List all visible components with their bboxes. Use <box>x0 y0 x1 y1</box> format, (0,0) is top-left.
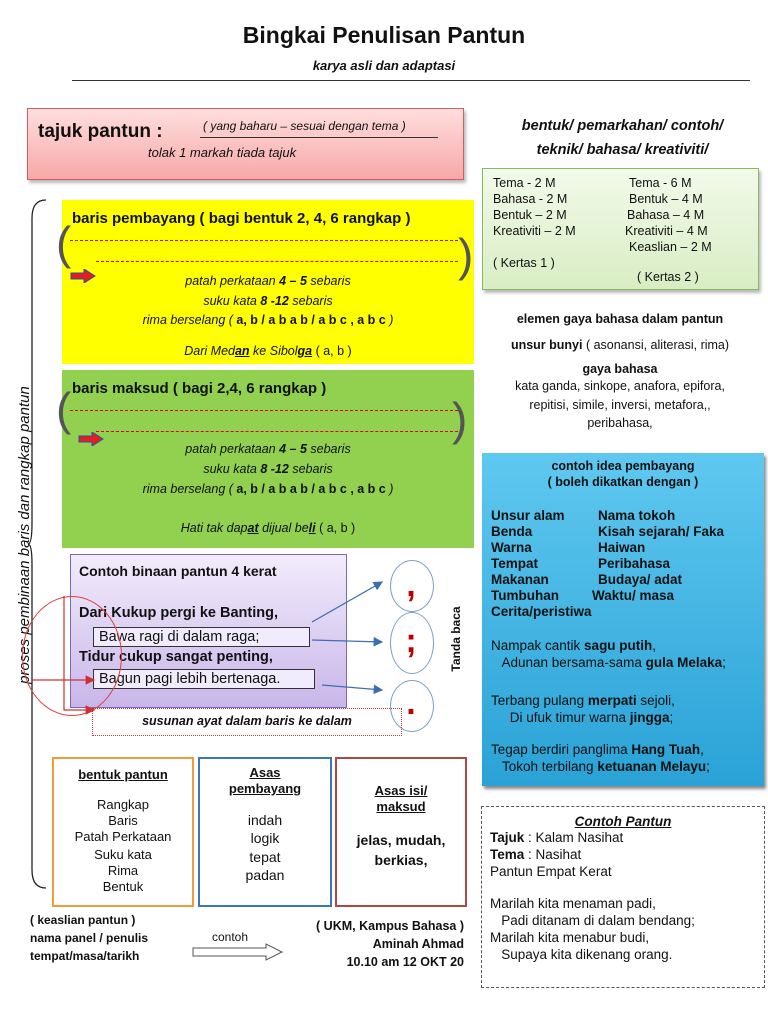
idea-left-item: Tumbuhan <box>491 588 559 603</box>
dashed-line <box>96 261 458 262</box>
bentuk-pantun-box <box>52 757 194 907</box>
bentuk-item: Rima <box>107 863 139 878</box>
dashed-line <box>96 431 458 432</box>
kertas1-label: ( Kertas 1 ) <box>493 256 555 270</box>
pantun-line-3: Tidur cukup sangat penting, <box>79 649 273 665</box>
kertas2-item: Tema - 6 M <box>629 176 692 190</box>
contoh-pantun-title: Contoh Pantun <box>574 814 672 829</box>
idea-right-item: Haiwan <box>598 540 646 555</box>
comma-icon: , <box>406 566 416 604</box>
maksud-example: Hati tak dapat dijual beli ( a, b ) <box>180 521 356 535</box>
asas-item: indah <box>247 812 283 828</box>
asas-pembayang-box <box>198 757 332 907</box>
bentuk-item: Bentuk <box>102 879 144 894</box>
gaya-line: kata ganda, sinkope, anafora, epifora, <box>515 379 725 393</box>
idea-left-item: Cerita/peristiwa <box>491 604 592 619</box>
annotation-arrows <box>30 560 390 730</box>
ukm-label: ( UKM, Kampus Bahasa ) <box>316 919 464 933</box>
kertas1-item: Tema - 2 M <box>493 176 556 190</box>
contoh-arrow-icon <box>192 943 284 961</box>
keaslian-label: ( keaslian pantun ) <box>30 913 136 927</box>
maksud-patah: patah perkataan 4 – 5 sebaris <box>185 442 351 456</box>
bentuk-item: Rangkap <box>96 797 150 812</box>
gaya-line: peribahasa, <box>587 416 653 430</box>
idea-example-line: Terbang pulang merpati sejoli, <box>491 693 675 708</box>
asas-isi-item: jelas, mudah, <box>356 832 446 848</box>
kertas1-item: Bahasa - 2 M <box>493 192 568 206</box>
maksud-suku: suku kata 8 -12 sebaris <box>203 462 333 476</box>
tajuk-note: tolak 1 markah tiada tajuk <box>148 145 297 160</box>
author-label: Aminah Ahmad <box>372 937 464 951</box>
contoh-line: Padi ditanam di dalam bendang; <box>490 913 695 928</box>
panel-label: nama panel / penulis <box>30 931 149 945</box>
tajuk-label: tajuk pantun : <box>38 121 163 142</box>
tajuk-paren: ( yang baharu – sesuai dengan tema ) <box>203 119 406 133</box>
tanda-baca-label: Tanda baca <box>449 606 463 672</box>
idea-title-1: contoh idea pembayang <box>551 459 695 473</box>
contoh-pantun-box <box>481 806 765 988</box>
pembayang-patah: patah perkataan 4 – 5 sebaris <box>185 274 351 288</box>
idea-pembayang-box <box>482 453 764 786</box>
idea-right-item: Budaya/ adat <box>598 572 683 587</box>
open-paren-icon: ( <box>56 217 72 269</box>
idea-example-line: Tokoh terbilang ketuanan Melayu; <box>491 759 710 774</box>
asas-item: logik <box>250 830 280 846</box>
side-label: proses pembinaan baris dan rangkap pantun <box>16 386 33 684</box>
right-heading: bentuk/ pemarkahan/ contoh/ teknik/ bahasa/ kreativiti/ <box>521 118 724 158</box>
gaya-line: repitisi, simile, inversi, metafora,, <box>529 398 711 412</box>
idea-left-item: Tempat <box>491 556 539 571</box>
asas-isi-title-2: maksud <box>376 799 426 814</box>
kertas2-item: Bentuk – 4 M <box>629 192 703 206</box>
gaya-bahasa-title: gaya bahasa <box>582 362 658 376</box>
idea-example-line: Nampak cantik sagu putih, <box>491 638 657 653</box>
asas-isi-item: berkias, <box>374 852 428 868</box>
idea-example-line: Adunan bersama-sama gula Melaka; <box>491 655 726 670</box>
idea-right-item: Kisah sejarah/ Faka <box>598 524 725 539</box>
kertas2-label: ( Kertas 2 ) <box>637 270 699 284</box>
idea-example-line: Di ufuk timur warna jingga; <box>491 710 674 725</box>
page-subtitle: karya asli dan adaptasi <box>312 58 456 73</box>
date-label: 10.10 am 12 OKT 20 <box>346 955 464 969</box>
bentuk-item: Baris <box>108 813 138 828</box>
idea-example-line: Tegap berdiri panglima Hang Tuah, <box>491 742 704 757</box>
kertas2-item: Bahasa – 4 M <box>627 208 705 222</box>
maksud-box <box>56 370 474 548</box>
susunan-note: susunan ayat dalam baris ke dalam <box>92 708 402 736</box>
pembayang-title: baris pembayang ( bagi bentuk 2, 4, 6 rangkap ) <box>72 210 411 227</box>
bentuk-pantun-title: bentuk pantun <box>78 767 168 782</box>
semicolon-icon: ; <box>405 622 417 660</box>
idea-right-item: Waktu/ masa <box>592 588 675 603</box>
maksud-title: baris maksud ( bagi 2,4, 6 rangkap ) <box>72 380 327 397</box>
period-icon: . <box>406 684 416 722</box>
elemen-gaya-heading: elemen gaya bahasa dalam pantun <box>516 312 724 326</box>
contoh-line: Marilah kita menaman padi, <box>490 896 656 911</box>
title-divider <box>72 80 750 81</box>
asas-item: padan <box>245 867 285 883</box>
open-paren-icon: ( <box>56 383 72 435</box>
contoh-binaan-title: Contoh binaan pantun 4 kerat <box>79 563 277 579</box>
pantun-line-1: Dari Kukup pergi ke Banting, <box>79 605 278 621</box>
kertas2-item: Keaslian – 2 M <box>629 240 712 254</box>
asas-pembayang-title-2: pembayang <box>228 781 302 796</box>
contoh-line: Marilah kita menabur budi, <box>490 930 650 945</box>
pembayang-rima: rima berselang ( a, b / a b a b / a b c , a b c ) <box>142 313 394 327</box>
asas-item: tepat <box>249 849 281 865</box>
dashed-line <box>70 240 458 241</box>
contoh-tema: Tema : Nasihat <box>490 847 582 862</box>
kertas1-item: Kreativiti – 2 M <box>493 224 576 238</box>
maksud-rima: rima berselang ( a, b / a b a b / a b c , a b c ) <box>142 482 394 496</box>
idea-left-item: Makanan <box>491 572 549 587</box>
kertas-box <box>482 168 759 290</box>
asas-isi-box <box>335 757 467 907</box>
close-paren-icon: ) <box>458 229 474 281</box>
asas-isi-title-1: Asas isi/ <box>374 783 428 798</box>
pembayang-suku: suku kata 8 -12 sebaris <box>203 294 333 308</box>
idea-title-2: ( boleh dikatkan dengan ) <box>547 475 699 489</box>
bentuk-item: Patah Perkataan <box>74 829 172 844</box>
contoh-tajuk: Tajuk : Kalam Nasihat <box>490 830 624 845</box>
idea-left-item: Benda <box>491 524 533 539</box>
dashed-line <box>70 410 458 411</box>
pantun-line-4: Bagun pagi lebih bertenaga. <box>93 669 315 689</box>
tajuk-box <box>27 108 464 180</box>
pembayang-example: Dari Medan ke Sibolga ( a, b ) <box>184 344 352 358</box>
pembayang-box <box>56 200 474 364</box>
pantun-line-2: Bawa ragi di dalam raga; <box>93 627 310 647</box>
contoh-label: contoh <box>212 930 249 944</box>
close-paren-icon: ) <box>452 393 468 445</box>
contoh-kind: Pantun Empat Kerat <box>490 864 612 879</box>
unsur-bunyi: unsur bunyi ( asonansi, aliterasi, rima) <box>510 338 730 352</box>
idea-left-item: Warna <box>491 540 532 555</box>
kertas1-item: Bentuk – 2 M <box>493 208 567 222</box>
idea-right-item: Peribahasa <box>598 556 671 571</box>
asas-pembayang-title-1: Asas <box>249 765 281 780</box>
page-title: Bingkai Penulisan Pantun <box>242 22 526 48</box>
idea-right-item: Nama tokoh <box>598 508 676 523</box>
tempat-label: tempat/masa/tarikh <box>30 949 140 963</box>
tajuk-underline <box>200 137 438 138</box>
bentuk-item: Suku kata <box>94 847 152 862</box>
idea-left-item: Unsur alam <box>491 508 565 523</box>
kertas2-item: Kreativiti – 4 M <box>625 224 708 238</box>
contoh-line: Supaya kita dikenang orang. <box>490 947 673 962</box>
